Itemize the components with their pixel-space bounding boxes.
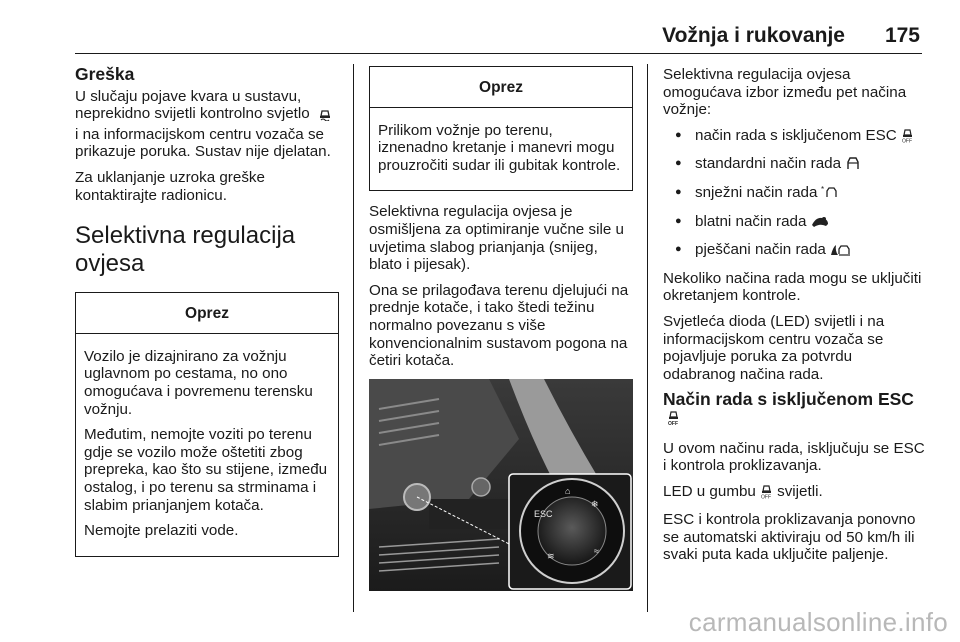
list-item: ● blatni način rada (663, 213, 927, 234)
esc-off-icon (901, 127, 914, 148)
list-item: ● pješčani način rada (663, 241, 927, 262)
svg-text:⌂: ⌂ (565, 486, 571, 496)
page-number: 175 (884, 24, 920, 47)
svg-text:ESC: ESC (534, 509, 553, 519)
modes-intro: Selektivna regulacija ovjesa omogućava izbor između pet načina vožnje: (663, 66, 907, 119)
esc-paragraph-3: ESC i kontrola proklizavanja ponovno se automatski aktiviraju od 50 km/h ili svaki puta kada uključite paljenje. (663, 511, 916, 564)
col2-paragraph-1: Selektivna regulacija ovjesa je osmišljena za optimiranje vučne sile u uvjetima slabog prianjanja (snijeg, blato i pijesak). (369, 203, 624, 274)
caution-title: Oprez (76, 293, 338, 334)
standard-mode-icon (845, 155, 861, 176)
svg-text:OFF: OFF (901, 138, 912, 143)
esc-off-heading: Način rada s isključenom ESC OFF (663, 391, 927, 429)
list-item: ● standardni način rada (663, 155, 927, 176)
error-paragraph-1: U slučaju pojave kvara u sustavu, neprekidno svijetli kontrolno svjetlo i na informacijskom centru vozača se prikazuje poruka. Sustav nije djelatan. (75, 87, 331, 161)
caution-title: Oprez (370, 67, 632, 108)
caution-1-paragraph-3: Nemojte prelaziti vode. (84, 522, 239, 540)
svg-text:*: * (821, 184, 825, 194)
list-item: ● način rada s isključenom ESC OFF (663, 127, 927, 148)
sand-mode-icon (830, 241, 852, 262)
esc-paragraph-1: U ovom načinu rada, isključuju se ESC i kontrola proklizavanja. (663, 439, 925, 475)
list-item: ● snježni način rada * (663, 184, 927, 205)
svg-text:≋: ≋ (547, 551, 555, 561)
svg-text:OFF: OFF (668, 420, 678, 426)
page-header (662, 24, 920, 48)
dashboard-photo (369, 379, 633, 591)
col2-paragraph-2: Ona se prilagođava terenu djelujući na prednje kotače, i tako štedi težinu normalno povezanu s više konvencionalnim sustavom pogona na četiri kotača. (369, 281, 629, 370)
caution-box-1 (75, 292, 339, 557)
svg-text:❄: ❄ (591, 499, 599, 509)
column-divider-2 (647, 64, 648, 612)
svg-text:OFF: OFF (760, 494, 771, 499)
caution-1-paragraph-2: Međutim, nemojte voziti po terenu gdje se vozilo može oštetiti zbog prepreka, kao što su stijene, između ostalog, i po terenu sa strminama i slabim prianjanjem kotača. (84, 426, 328, 514)
svg-text:≈: ≈ (594, 546, 599, 556)
column-2 (369, 66, 633, 378)
esc-off-icon (667, 409, 680, 430)
error-paragraph-2: Za uklanjanje uzroka greške kontaktirajte radionicu. (75, 168, 265, 204)
caution-1-paragraph-1: Vozilo je dizajnirano za vožnju uglavnom po cestama, no ono omogućava i povremenu terensku vožnju. (84, 347, 313, 418)
multi-mode-paragraph: Nekoliko načina rada mogu se uključiti okretanjem kontrole. (663, 269, 922, 305)
main-heading: Selektivna regulacija ovjesa (75, 222, 296, 278)
watermark: carmanualsonline.info (688, 607, 948, 637)
caution-box-2 (369, 66, 633, 191)
snow-mode-icon (821, 184, 839, 205)
section-title: Vožnja i rukovanje (662, 24, 845, 47)
esc-off-icon (318, 107, 332, 126)
column-1 (75, 66, 339, 557)
led-paragraph: Svjetleća dioda (LED) svijetli i na informacijskom centru vozača se pojavljuje poruka za potvrdu odabranog načina rada. (663, 312, 885, 383)
column-3 (663, 66, 927, 572)
modes-list (663, 127, 927, 262)
column-divider-1 (353, 64, 354, 612)
error-heading: Greška (75, 64, 135, 84)
esc-paragraph-2: LED u gumbu OFF svijetli. (663, 483, 927, 504)
caution-2-paragraph-1: Prilikom vožnje po terenu, iznenadno kretanje i manevri mogu prouzročiti sudar ili gubitak kontrole. (378, 121, 621, 174)
esc-off-icon (760, 483, 773, 504)
mud-mode-icon (810, 213, 830, 234)
header-rule (75, 53, 922, 54)
